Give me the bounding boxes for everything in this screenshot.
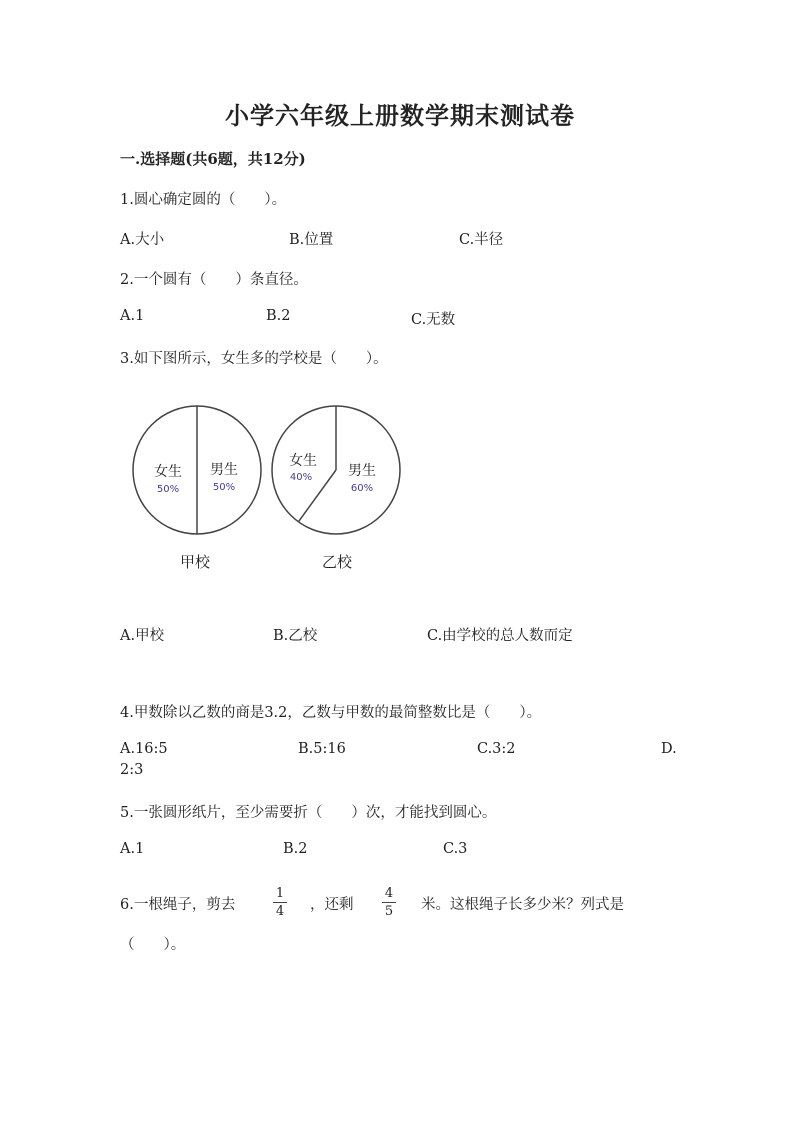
fraction-one-quarter [273,887,287,918]
question-5: 5.一张圆形纸片，至少需要折（ ）次，才能找到圆心。 [120,805,497,821]
pie-b-slice-pct-boys: 60% [350,483,374,494]
pie-a-slice-label-boys: 男生 [210,462,238,478]
fraction-four-fifths [382,887,396,918]
question-6-part-3: 米。这根绳子长多少米？列式是 [421,897,624,913]
fraction-1-denominator: 4 [275,904,285,919]
fraction-2-denominator: 5 [384,904,394,919]
q4-option-a: A.16:5 [120,741,168,757]
q5-option-c: C.3 [443,841,468,857]
pie-a-caption: 甲校 [179,553,211,571]
question-6-part-2: ，还剩 [310,897,354,913]
fraction-2-bar [382,902,396,903]
pie-charts-figure [0,395,800,585]
q4-option-b: B.5:16 [298,741,346,757]
question-6-part-1: 6.一根绳子，剪去 [120,897,236,913]
question-2: 2.一个圆有（ ）条直径。 [120,272,308,288]
pie-a-slice-pct-girls: 50% [156,484,180,495]
q3-option-a: A.甲校 [120,628,165,644]
question-3: 3.如下图所示，女生多的学校是（ ）。 [120,351,388,367]
pie-chart-school-a [133,406,261,571]
q4-option-d-value: 2:3 [120,762,144,778]
question-4: 4.甲数除以乙数的商是3.2，乙数与甲数的最简整数比是（ ）。 [120,705,542,721]
pie-b-slice-label-girls: 女生 [289,453,317,469]
q1-option-c: C.半径 [459,232,504,248]
q5-option-a: A.1 [120,841,145,857]
pie-b-caption: 乙校 [321,553,353,571]
q5-option-b: B.2 [283,841,308,857]
q1-option-b: B.位置 [289,232,334,248]
pie-chart-school-b [272,406,400,571]
pie-a-slice-pct-boys: 50% [212,482,236,493]
q3-option-b: B.乙校 [273,628,318,644]
q4-option-d-prefix: D. [661,741,677,757]
fraction-2-numerator: 4 [384,886,394,901]
q2-option-a: A.1 [120,308,145,324]
page-title: 小学六年级上册数学期末测试卷 [225,101,575,130]
pie-b-slice-pct-girls: 40% [289,472,313,483]
q1-option-a: A.大小 [120,232,165,248]
q2-option-c: C.无数 [411,312,456,328]
section-heading: 一.选择题(共6题，共12分) [120,150,306,168]
pie-a-slice-label-girls: 女生 [154,464,182,480]
fraction-1-numerator: 1 [275,886,285,901]
fraction-1-bar [273,902,287,903]
q2-option-b: B.2 [266,308,291,324]
q4-option-c: C.3:2 [477,741,516,757]
q3-option-c: C.由学校的总人数而定 [427,628,573,644]
pie-b-slice-label-boys: 男生 [348,463,376,479]
question-6-line-2: （ ）。 [120,937,186,953]
question-1: 1.圆心确定圆的（ ）。 [120,192,287,208]
